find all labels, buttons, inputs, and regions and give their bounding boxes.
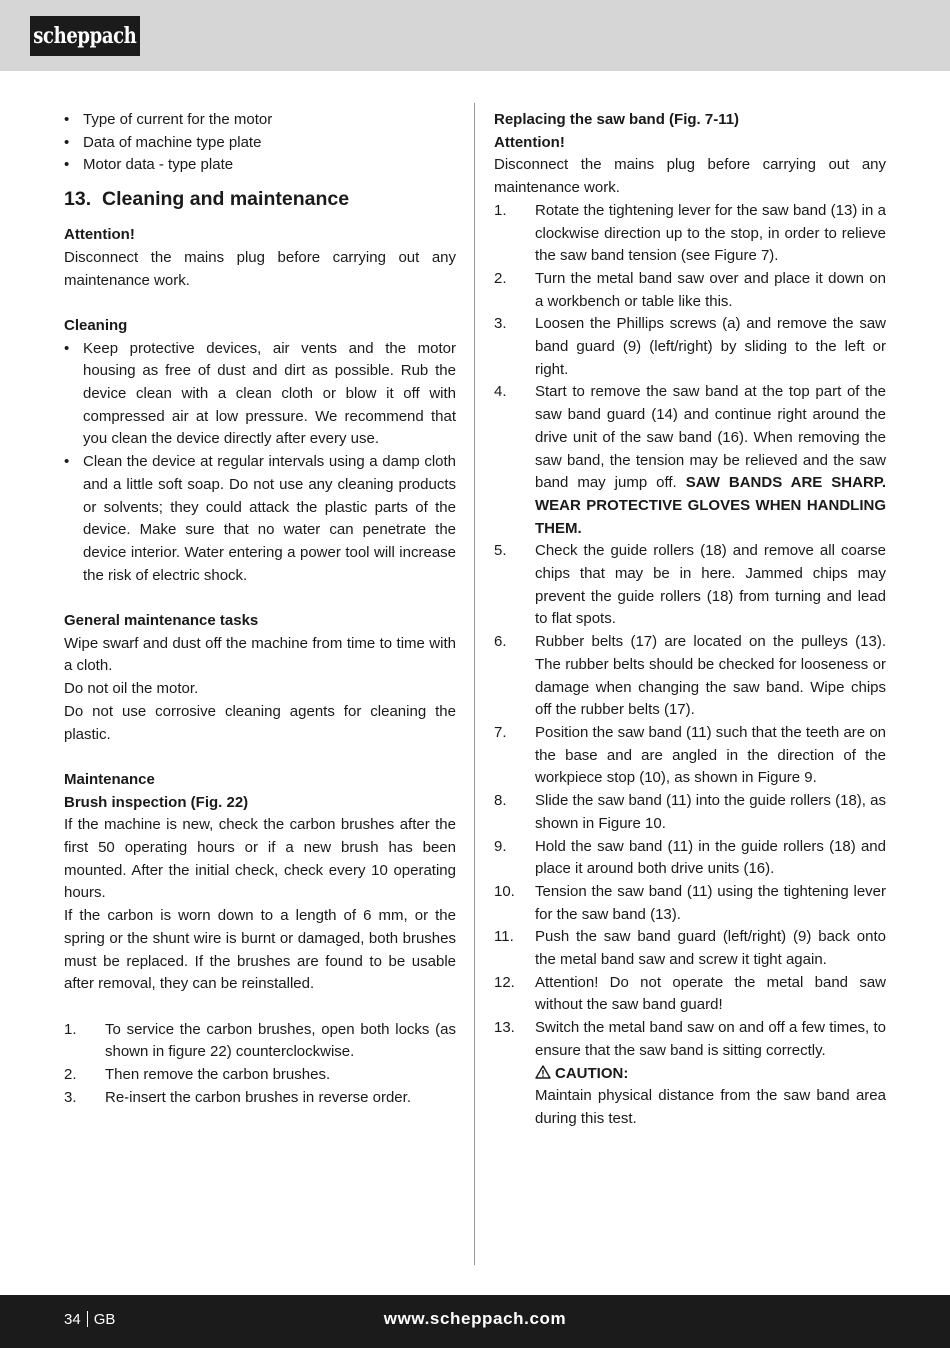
- list-item: 5. Check the guide rollers (18) and remove all coarse chips that may be in here. Jammed chips may prevent the guide rollers (18) from turning and lead to flat spots.: [494, 542, 886, 628]
- general-line: Do not use corrosive cleaning agents for cleaning the plastic.: [64, 702, 456, 743]
- caution-text: Maintain physical distance from the saw band area during this test.: [535, 1087, 886, 1127]
- list-item: • Keep protective devices, air vents and the motor housing as free of dust and dirt as possible. Rub the device clean with a clean cloth or blow it off with compressed air at low pressure. We recommend that you clean the device directly after every use.: [64, 338, 456, 452]
- cleaning-list: [64, 338, 456, 588]
- list-item: 2. Turn the metal band saw over and place it down on a workbench or table like this.: [494, 269, 886, 310]
- general-maintenance-heading: General maintenance tasks: [64, 612, 259, 630]
- list-item: • Data of machine type plate: [64, 132, 456, 155]
- section-title: Cleaning and maintenance: [102, 188, 350, 211]
- maintenance-heading: Maintenance: [64, 770, 155, 788]
- section-heading: [64, 186, 456, 212]
- saw-band-steps: [494, 200, 886, 1131]
- list-item: 11. Push the saw band guard (left/right) (9) back onto the metal band saw and screw it tight again.: [494, 928, 886, 969]
- page-header: [0, 0, 950, 71]
- general-line: Do not oil the motor.: [64, 680, 199, 698]
- list-item: 2. Then remove the carbon brushes.: [64, 1066, 331, 1084]
- left-column: [64, 109, 456, 1109]
- list-item: 3. Loosen the Phillips screws (a) and remove the saw band guard (9) (left/right) by sliding to the left or right.: [494, 315, 886, 378]
- sharp-warning: SAW BANDS ARE SHARP. WEAR PROTECTIVE GLOVES WHEN HANDLING THEM.: [535, 474, 887, 537]
- page-footer: [0, 1295, 950, 1348]
- warning-triangle-icon: [535, 1065, 551, 1079]
- list-item: 12. Attention! Do not operate the metal band saw without the saw band guard!: [494, 973, 886, 1014]
- cleaning-heading: Cleaning: [64, 316, 128, 334]
- list-item: 9. Hold the saw band (11) in the guide rollers (18) and place it around both drive units (16).: [494, 837, 886, 878]
- list-item: • Motor data - type plate: [64, 154, 456, 177]
- list-item: • Type of current for the motor: [64, 109, 456, 132]
- section-number: 13.: [64, 188, 92, 211]
- motor-info-list: [64, 109, 456, 177]
- list-item: 10. Tension the saw band (11) using the tightening lever for the saw band (13).: [494, 882, 886, 923]
- list-item: • Clean the device at regular intervals using a damp cloth and a little soft soap. Do not use any cleaning products or solvents; they could attack the plastic parts of the device. Make sure that no water can penetrate the device interior. Water entering a power tool will increase the risk of electric shock.: [64, 451, 456, 587]
- caution-label: CAUTION:: [555, 1064, 629, 1082]
- attention-text: Disconnect the mains plug before carrying out any maintenance work.: [494, 156, 886, 197]
- brand-logo: [30, 16, 140, 56]
- list-item: 6. Rubber belts (17) are located on the pulleys (13). The rubber belts should be checked for looseness or damage when changing the saw band. Wipe chips off the rubber belts (17).: [494, 633, 886, 719]
- list-item: 1. To service the carbon brushes, open both locks (as shown in figure 22) counterclockwise.: [64, 1020, 456, 1061]
- caution-heading: [535, 1063, 886, 1086]
- attention-text: Disconnect the mains plug before carrying out any maintenance work.: [64, 248, 456, 289]
- list-item: 4. Start to remove the saw band at the top part of the saw band guard (14) and continue right around the drive unit of the saw band (16). When removing the saw band, the tension may be relieved and the saw band may jump off. SAW BANDS ARE SHARP. WEAR PROTECTIVE GLOVES WHEN HANDLING THEM.: [494, 383, 887, 537]
- brush-paragraph: If the carbon is worn down to a length of 6 mm, or the spring or the shunt wire is burnt or damaged, both brushes must be replaced. If the brushes are found to be usable after removal, they can be reinstalled.: [64, 907, 456, 993]
- brush-inspection-heading: Brush inspection (Fig. 22): [64, 793, 249, 811]
- brush-steps: [64, 1019, 456, 1110]
- attention-label: Attention!: [494, 133, 565, 151]
- list-item: 3. Re-insert the carbon brushes in reverse order.: [64, 1088, 411, 1106]
- page-number: 34 GB: [64, 1311, 116, 1328]
- attention-label: Attention!: [64, 226, 135, 244]
- brush-paragraph: If the machine is new, check the carbon brushes after the first 50 operating hours or if a new brush has been mounted. After the initial check, check every 10 operating hours.: [64, 816, 456, 902]
- list-item: 8. Slide the saw band (11) into the guide rollers (18), as shown in Figure 10.: [494, 792, 886, 832]
- saw-band-heading: Replacing the saw band (Fig. 7-11): [494, 111, 740, 128]
- general-line: Wipe swarf and dust off the machine from time to time with a cloth.: [64, 634, 456, 675]
- list-item: 13. Switch the metal band saw on and off a few times, to ensure that the saw band is sitting correctly. CAUTION: Maintain physical distance from the saw band area during this test.: [494, 1017, 886, 1131]
- list-item: 1. Rotate the tightening lever for the saw band (13) in a clockwise direction up to the stop, in order to relieve the saw band tension (see Figure 7).: [494, 201, 886, 265]
- right-column: [494, 109, 886, 1131]
- column-divider: [474, 103, 475, 1265]
- language-code: GB: [93, 1311, 116, 1328]
- website-link[interactable]: www.scheppach.com: [383, 1309, 567, 1328]
- brand-name: scheppach: [33, 23, 137, 49]
- list-item: 7. Position the saw band (11) such that the teeth are on the base and are angled in the direction of the workpiece stop (10), as shown in Figure 9.: [494, 723, 886, 787]
